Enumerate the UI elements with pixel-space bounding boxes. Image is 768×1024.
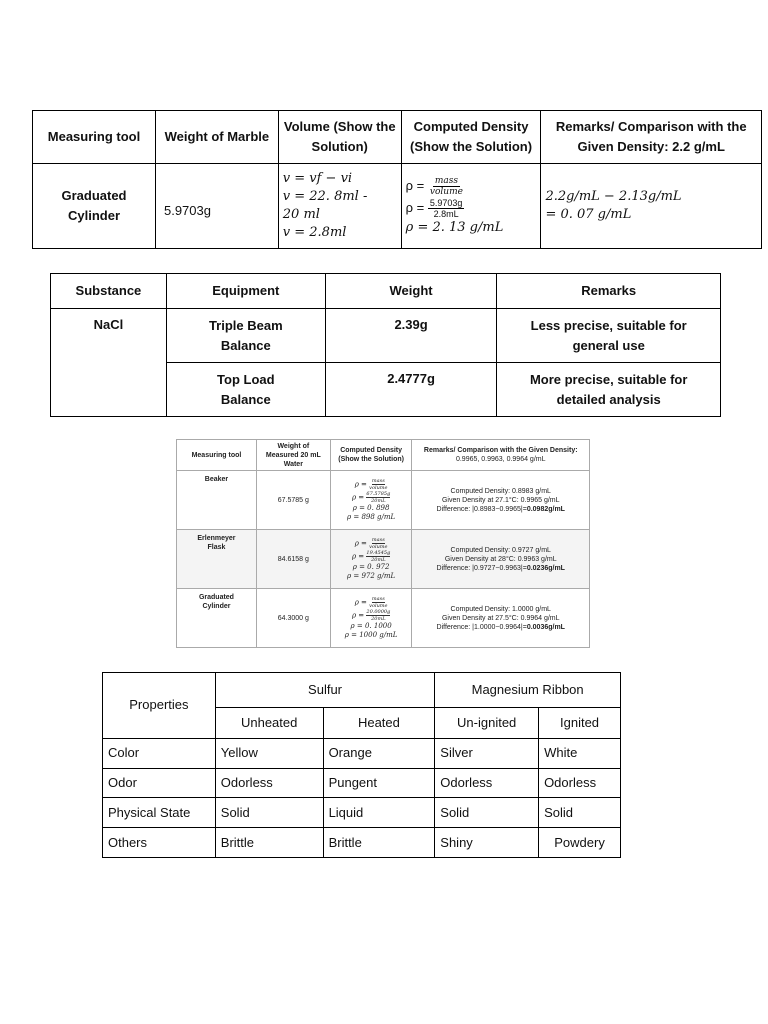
cell: Solid (435, 798, 539, 828)
remarks-cell (541, 164, 762, 249)
frac-denominator: volume (369, 485, 388, 491)
frac-numerator: mass (371, 596, 385, 602)
header-remarks (412, 440, 590, 471)
density-result: ρ = 2. 13 g/mL (405, 220, 504, 236)
remarks-given: Given Density at 27.5°C: 0.9964 g/mL (441, 614, 560, 622)
table-row (103, 738, 621, 768)
remarks-computed: Computed Density: 0.9727 g/mL (450, 546, 551, 554)
remarks-cell (412, 530, 590, 589)
frac-denominator: 20mL (371, 616, 386, 622)
difference-label: Difference: |0.9727−0.9963|= (436, 564, 527, 572)
remarks-line: = 0. 07 g/mL (545, 207, 632, 222)
frac-numerator: 5.9703g (429, 198, 463, 209)
density-value: ρ = 0. 972 (352, 563, 390, 571)
cell: Orange (323, 738, 435, 768)
header-equipment: Equipment (166, 274, 325, 309)
rho-label: ρ = (405, 200, 425, 215)
cell: White (539, 738, 621, 768)
frac-denominator: volume (429, 187, 463, 197)
remarks-difference (412, 505, 589, 514)
tool-cell: Beaker (177, 471, 257, 530)
volume-line: v = 2.8ml (282, 225, 347, 240)
rho-label: ρ = (351, 493, 365, 502)
header-weight-water: Weight of Measured 20 mL Water (256, 440, 330, 471)
volume-line: 20 ml (282, 207, 320, 222)
cell: Odorless (539, 768, 621, 798)
volume-line: v = vf − vi (282, 171, 353, 186)
frac-denominator: 20mL (371, 498, 386, 504)
mass-over-volume (369, 537, 387, 550)
header-measuring-tool: Measuring tool (33, 111, 156, 164)
density-cell (401, 164, 541, 249)
header-computed-density: Computed Density (Show the Solution) (330, 440, 412, 471)
weight-cell: 2.39g (325, 309, 497, 363)
header-measuring-tool: Measuring tool (177, 440, 257, 471)
rho-label: ρ = (351, 552, 365, 561)
remarks-cell: Less precise, suitable for general use (497, 309, 721, 363)
value-fraction (366, 550, 390, 563)
header-weight-of-marble: Weight of Marble (155, 111, 278, 164)
remarks-cell (412, 589, 590, 648)
difference-value: 0.0236g/mL (526, 564, 565, 572)
cell: Liquid (323, 798, 435, 828)
header-properties: Properties (103, 673, 216, 739)
rho-label: ρ = (354, 539, 367, 548)
mass-over-volume (369, 478, 387, 491)
remarks-cell: More precise, suitable for detailed analysis (497, 363, 721, 417)
density-cell (330, 471, 412, 530)
mass-over-volume (428, 176, 465, 197)
header-magnesium-ribbon: Magnesium Ribbon (435, 673, 621, 708)
density-final: ρ = 1000 g/mL (344, 631, 398, 639)
table-row (103, 828, 621, 858)
frac-numerator: mass (371, 537, 385, 543)
frac-denominator: 20mL (371, 557, 386, 563)
equipment-cell: Top Load Balance (166, 363, 325, 417)
difference-label: Difference: |1.0000−0.9964|= (436, 623, 527, 631)
frac-denominator: 2.8mL (433, 209, 459, 220)
property-label: Physical State (103, 798, 216, 828)
property-label: Odor (103, 768, 216, 798)
rho-label: ρ = (354, 480, 367, 489)
remarks-cell (412, 471, 590, 530)
rho-label: ρ = (405, 177, 425, 193)
remarks-computed: Computed Density: 1.0000 g/mL (450, 605, 551, 613)
table-row (103, 768, 621, 798)
density-final: ρ = 972 g/mL (347, 572, 396, 580)
weight-cell: 2.4777g (325, 363, 497, 417)
frac-numerator: mass (371, 478, 385, 484)
frac-numerator: mass (434, 176, 458, 186)
cell: Brittle (215, 828, 323, 858)
header-un-ignited: Un-ignited (435, 707, 539, 738)
nacl-weight-table (50, 273, 721, 417)
mass-over-volume (369, 596, 387, 609)
header-remarks-given: 0.9965, 0.9963, 0.9964 g/mL (455, 456, 546, 463)
weight-cell: 67.5785 g (256, 471, 330, 530)
volume-line: v = 22. 8ml - (282, 189, 368, 204)
header-unheated: Unheated (215, 707, 323, 738)
weight-cell: 84.6158 g (256, 530, 330, 589)
header-heated: Heated (323, 707, 435, 738)
density-value: ρ = 0. 898 (352, 504, 390, 512)
cell: Yellow (215, 738, 323, 768)
header-remarks: Remarks (497, 274, 721, 309)
table-row (103, 798, 621, 828)
cell: Brittle (323, 828, 435, 858)
value-fraction (366, 491, 390, 504)
cell: Odorless (215, 768, 323, 798)
frac-denominator: volume (369, 603, 388, 609)
value-fraction (428, 198, 465, 219)
frac-denominator: volume (369, 544, 388, 550)
remarks-given: Given Density at 28°C: 0.9963 g/mL (444, 555, 557, 563)
difference-value: 0.0982g/mL (526, 505, 565, 513)
properties-table (102, 672, 621, 858)
header-sulfur: Sulfur (215, 673, 435, 708)
remarks-given: Given Density at 27.1°C: 0.9965 g/mL (441, 496, 560, 504)
cell: Silver (435, 738, 539, 768)
header-substance: Substance (51, 274, 167, 309)
substance-cell: NaCl (51, 309, 167, 417)
tool-cell: Graduated Cylinder (33, 164, 156, 249)
header-remarks-title: Remarks/ Comparison with the Given Density: (423, 447, 578, 454)
frac-numerator: 19.4545g (366, 550, 391, 556)
cell: Solid (215, 798, 323, 828)
density-value: ρ = 0. 1000 (350, 622, 392, 630)
cell: Shiny (435, 828, 539, 858)
header-ignited: Ignited (539, 707, 621, 738)
header-weight: Weight (325, 274, 497, 309)
rho-label: ρ = (354, 598, 367, 607)
density-final: ρ = 898 g/mL (347, 513, 396, 521)
property-label: Others (103, 828, 216, 858)
frac-numerator: 67.5785g (366, 491, 391, 497)
tool-cell: Graduated Cylinder (177, 589, 257, 648)
weight-cell: 5.9703g (155, 164, 278, 249)
remarks-line: 2.2g/mL − 2.13g/mL (545, 189, 682, 204)
remarks-computed: Computed Density: 0.8983 g/mL (450, 487, 551, 495)
water-density-table (176, 439, 590, 648)
header-computed-density: Computed Density (Show the Solution) (401, 111, 541, 164)
marble-density-table (32, 110, 762, 249)
remarks-difference (412, 564, 589, 573)
rho-label: ρ = (351, 611, 365, 620)
equipment-cell: Triple Beam Balance (166, 309, 325, 363)
volume-cell (278, 164, 401, 249)
property-label: Color (103, 738, 216, 768)
header-volume: Volume (Show the Solution) (278, 111, 401, 164)
weight-cell: 64.3000 g (256, 589, 330, 648)
cell: Solid (539, 798, 621, 828)
difference-label: Difference: |0.8983−0.9965|= (436, 505, 527, 513)
value-fraction (366, 609, 390, 622)
cell: Pungent (323, 768, 435, 798)
remarks-difference (412, 623, 589, 632)
difference-value: 0.0036g/mL (526, 623, 565, 631)
tool-cell: Erlenmeyer Flask (177, 530, 257, 589)
cell: Odorless (435, 768, 539, 798)
header-remarks: Remarks/ Comparison with the Given Density: 2.2 g/mL (541, 111, 762, 164)
density-cell (330, 589, 412, 648)
frac-numerator: 20.0000g (366, 609, 391, 615)
density-cell (330, 530, 412, 589)
cell: Powdery (539, 828, 621, 858)
